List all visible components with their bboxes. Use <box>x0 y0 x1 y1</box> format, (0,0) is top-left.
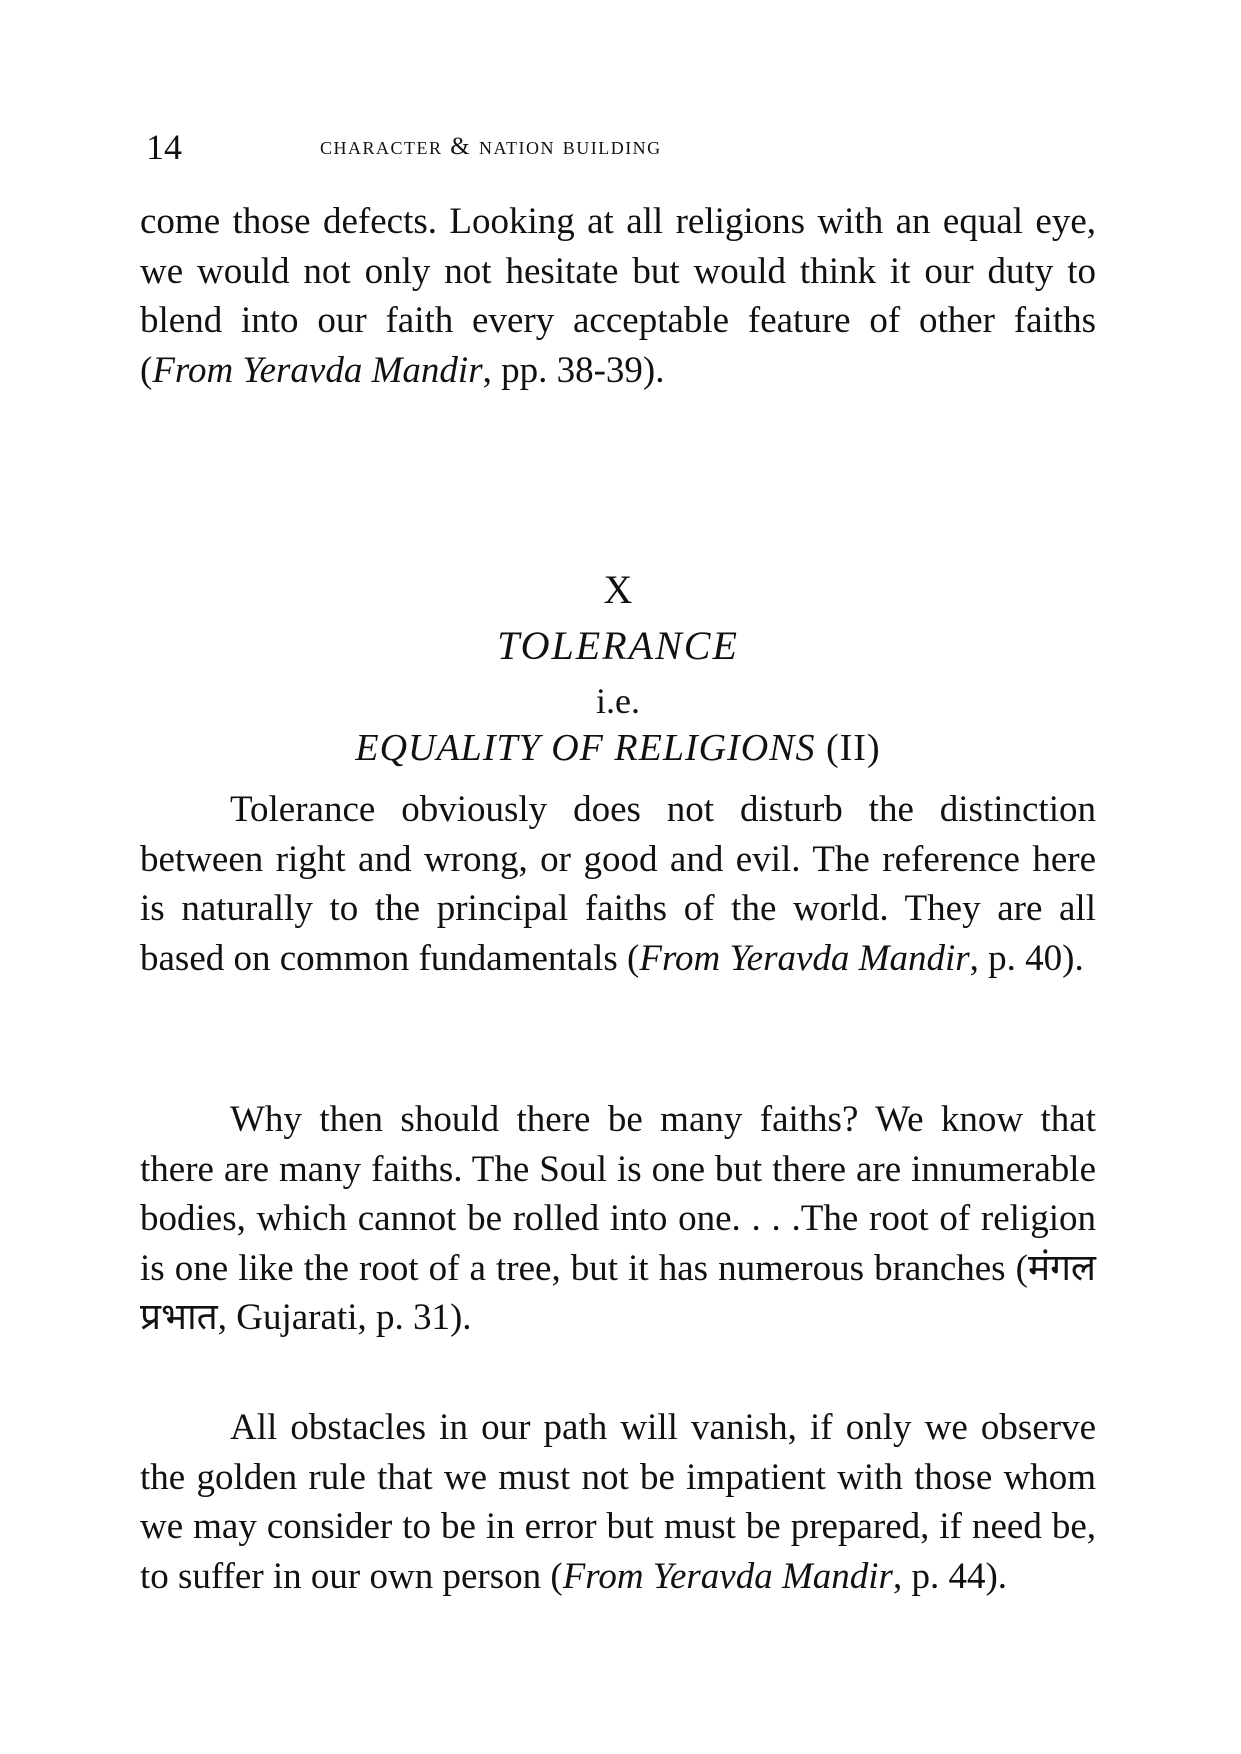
chapter-numeral: X <box>603 567 633 612</box>
paragraph-text: Why then should there be many faiths? We know that there are many faiths. The Soul is one but there are innumerable bodies, which cannot be rolled into one. . . .The root of religion is one like the root of a tree, but it has numerous branches ( <box>140 1099 1096 1289</box>
source-pages: , p. 40). <box>969 937 1084 979</box>
source-pages: , p. 44). <box>892 1555 1008 1597</box>
source-citation: मंगल प्रभात <box>140 1247 1096 1338</box>
running-head <box>146 122 1106 172</box>
paragraph-1 <box>140 785 1096 983</box>
paragraph-text: come those defects. Looking at all religions with an equal eye, we would not only not hesitate but would think it our duty to blend into our faith every acceptable feature of other faiths ( <box>140 201 1096 391</box>
chapter-title: TOLERANCE <box>497 623 739 668</box>
chapter-subtitle-text: EQUALITY OF RELIGIONS <box>355 727 816 769</box>
chapter-subtitle-suffix: (II) <box>815 727 881 769</box>
paragraph-text: Tolerance obviously does not disturb the distinction between right and wrong, or good and evil. The reference here is naturally to the principal faiths of the world. They are all based on common fundamentals ( <box>140 789 1096 979</box>
page-number: 14 <box>146 127 182 167</box>
source-citation: From Yeravda Mandir <box>152 349 483 391</box>
source-citation: From Yeravda Mandir <box>639 937 970 979</box>
continued-paragraph <box>140 197 1096 395</box>
source-pages: , Gujarati, p. 31). <box>217 1297 472 1338</box>
source-pages: , pp. 38-39). <box>482 349 665 391</box>
running-title: character & nation building <box>320 133 662 160</box>
chapter-subtitle <box>140 722 1096 774</box>
chapter-connector: i.e. <box>596 681 640 721</box>
paragraph-2 <box>140 1095 1096 1343</box>
source-citation: From Yeravda Mandir <box>562 1555 893 1597</box>
paragraph-text: All obstacles in our path will vanish, if only we observe the golden rule that we must not be impatient with those whom we may consider to be in error but must be prepared, if need be, to suffer in our own person ( <box>140 1407 1096 1597</box>
paragraph-3 <box>140 1403 1096 1601</box>
